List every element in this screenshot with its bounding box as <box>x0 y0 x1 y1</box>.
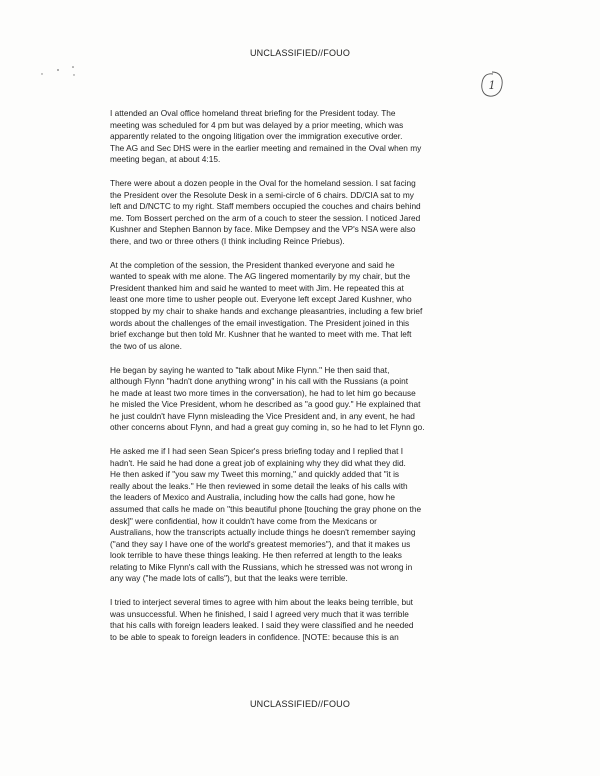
memo-line: relating to Mike Flynn's call with the Russians, which he stressed was not wrong in <box>110 561 413 572</box>
memo-paragraph <box>110 260 502 352</box>
footer-classification: UNCLASSIFIED//FOUO <box>249 699 351 709</box>
memo-body <box>110 108 502 656</box>
scan-specks <box>40 64 80 80</box>
memo-line: any way ("he made lots of calls"), but that the leaks were terrible. <box>110 573 348 584</box>
memo-line: The AG and Sec DHS were in the earlier meeting and remained in the Oval when my <box>110 142 422 153</box>
memo-line: words about the challenges of the email investigation. The President joined in this <box>110 317 410 328</box>
memo-line: At the completion of the session, the President thanked everyone and said he <box>110 259 395 270</box>
memo-line: Kushner and Stephen Bannon by face. Mike Dempsey and the VP's NSA were also <box>110 224 416 235</box>
memo-paragraph <box>110 178 502 247</box>
memo-line: the two of us alone. <box>110 340 182 351</box>
memo-line: me. Tom Bossert perched on the arm of a couch to steer the session. I noticed Jared <box>110 212 421 223</box>
memo-line: President thanked him and said he wanted to meet with Jim. He repeated this at <box>110 282 404 293</box>
memo-line: to be able to speak to foreign leaders in confidence. [NOTE: because this is an <box>110 631 399 642</box>
memo-line: brief exchange but then told Mr. Kushner that he wanted to meet with me. That left <box>110 329 412 340</box>
memo-line: assumed that calls he made on "this beautiful phone [touching the gray phone on the <box>110 503 422 514</box>
memo-line: meeting was scheduled for 4 pm but was delayed by a prior meeting, which was <box>110 119 404 130</box>
memo-paragraph <box>110 365 502 434</box>
header-classification: UNCLASSIFIED//FOUO <box>249 48 351 58</box>
memo-line: desk]" were confidential, how it couldn't have come from the Mexicans or <box>110 515 377 526</box>
page-number <box>480 70 504 100</box>
memo-line: he just couldn't have Flynn misleading the Vice President and, in any event, he had <box>110 410 415 421</box>
memo-line: There were about a dozen people in the Oval for the homeland session. I sat facing <box>110 178 416 189</box>
memo-line: he made at least two more times in the conversation), he had to let him go because <box>110 387 416 398</box>
memo-line: least one more time to usher people out. Everyone left except Jared Kushner, who <box>110 294 412 305</box>
memo-paragraph <box>110 108 502 166</box>
memo-paragraph <box>110 446 502 585</box>
memo-line: apparently related to the ongoing litigation over the immigration executive order. <box>110 131 403 142</box>
memo-line: wanted to speak with me alone. The AG lingered momentarily by my chair, but the <box>110 271 411 282</box>
memo-line: look terrible to have these things leaking. He then referred at length to the leaks <box>110 550 402 561</box>
memo-line: hadn't. He said he had done a great job of explaining why they did what they did. <box>110 457 406 468</box>
page-number-text: 1 <box>488 79 496 92</box>
memo-line: that his calls with foreign leaders leaked. I said they were classified and he needed <box>110 620 414 631</box>
memo-line: stopped by my chair to shake hands and exchange pleasantries, including a few brief <box>110 305 423 316</box>
memo-line: Australians, how the transcripts actually include things he doesn't remember saying <box>110 527 416 538</box>
memo-line: was unsuccessful. When he finished, I said I agreed very much that it was terrible <box>110 608 409 619</box>
memo-line: he misled the Vice President, whom he described as "a good guy." He explained that <box>110 399 421 410</box>
memo-line: He then asked if "you saw my Tweet this morning," and quickly added that "it is <box>110 469 400 480</box>
memo-line: I tried to interject several times to agree with him about the leaks being terrible, but <box>110 597 413 608</box>
memo-line: meeting began, at about 4:15. <box>110 154 221 165</box>
memo-line: the leaders of Mexico and Australia, including how the calls had gone, how he <box>110 492 396 503</box>
memo-line: left and D/NCTC to my right. Staff members occupied the couches and chairs behind <box>110 201 421 212</box>
memo-line: there, and two or three others (I think including Reince Priebus). <box>110 235 345 246</box>
memo-line: although Flynn "hadn't done anything wrong" in his call with the Russians (a point <box>110 376 409 387</box>
memo-paragraph <box>110 597 502 643</box>
memo-line: I attended an Oval office homeland threat briefing for the President today. The <box>110 108 396 118</box>
memo-line: He asked me if I had seen Sean Spicer's press briefing today and I replied that I <box>110 446 404 457</box>
memo-line: other concerns about Flynn, and had a great guy coming in, so he had to let Flynn go. <box>110 422 425 433</box>
memo-line: the President over the Resolute Desk in a semi-circle of 6 chairs. DD/CIA sat to my <box>110 189 414 200</box>
memo-line: ("and they say I have one of the world's greatest memories"), and that it makes us <box>110 538 411 549</box>
memo-line: really about the leaks." He then reviewed in some detail the leaks of his calls with <box>110 480 408 491</box>
memo-line: He began by saying he wanted to "talk about Mike Flynn." He then said that, <box>110 364 390 375</box>
